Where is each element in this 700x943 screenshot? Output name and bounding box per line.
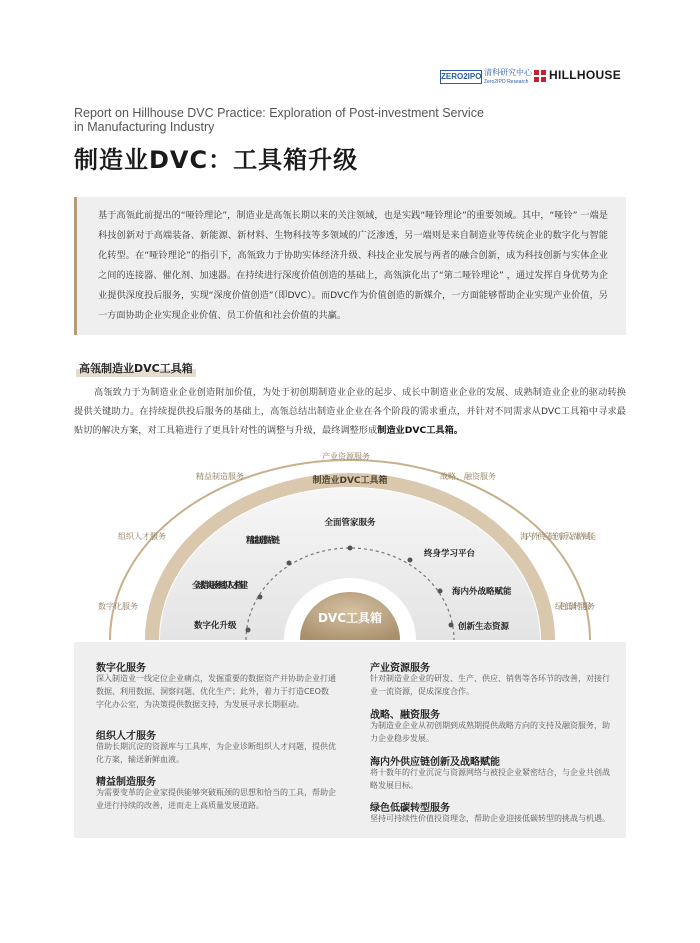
outer-label-digital: 数字化服务 <box>98 602 138 611</box>
dot-7 <box>449 623 454 628</box>
section-text: 高瓴致力于为制造业企业创造附加价值，为处于初创期制造业企业的起步、成长中制造业企业的发展、成熟制造业企业的驱动转换提供关键助力。在持续提供投后服务的基础上，高瓴总结出制造业企业在各个阶段的需求重点，并针对不同需求从DVC工具箱中寻求最贴切的解决方案，对工具箱进行了更具针对性的调整与升级，最终调整形成 <box>74 387 626 436</box>
outer-label-green: 绿色低碳转型服务 <box>555 602 595 611</box>
inner-label-headhunt: 全球猎头服务组织人才搭建 <box>192 581 248 591</box>
zero2ipo-logo-en: Zero2IPO Research <box>484 79 529 85</box>
inner-label-ecosystem: 创新生态资源 <box>458 622 510 632</box>
outer-label-industry: 产业资源服务 <box>322 452 370 461</box>
service-title-digital: 数字化服务 <box>96 663 146 674</box>
outer-label-strategy: 战略、融资服务 <box>440 472 496 481</box>
zero2ipo-logo: ZERO2IPO <box>440 70 482 84</box>
services-box <box>74 642 626 838</box>
dot-5 <box>438 589 443 594</box>
core-label: DVC工具箱 <box>317 611 383 625</box>
hillhouse-logo-mark-icon <box>534 70 546 82</box>
inner-label-butler: 全面管家服务 <box>324 518 376 528</box>
service-desc-lean: 为需要变革的企业家提供能够突破瓶颈的思想和恰当的工具，帮助企业进行持续的改善，进而走上高质量发展道路。 <box>96 788 336 810</box>
dot-4 <box>258 595 263 600</box>
service-title-green: 绿色低碳转型服务 <box>370 803 450 814</box>
english-title: Report on Hillhouse DVC Practice: Exploration of Post-investment Service in Manufacturing Industry <box>74 106 484 134</box>
inner-label-overseas: 海内外战略赋能 <box>452 587 512 597</box>
service-desc-strategy: 为制造业企业从初创期到成熟期提供战略方向的支持及融资服务，助力企业稳步发展。 <box>370 721 610 743</box>
service-desc-supply: 将十数年的行业沉淀与资源网络与被投企业紧密结合，与企业共创战略发展目标。 <box>370 768 610 790</box>
zero2ipo-logo-cn: 清科研究中心 <box>484 68 532 77</box>
section-paragraph <box>74 383 626 440</box>
inner-label-lean-supply: 精益制造供应链 <box>246 536 280 546</box>
service-desc-industry: 针对制造业企业的研发、生产、供应、销售等各环节的改善，对接行业一流资源，促成深度合作。 <box>370 674 610 696</box>
section-text-bold: 制造业DVC工具箱。 <box>377 425 463 436</box>
outer-label-supply: 海内外供应链创新及战略赋能 <box>520 532 596 541</box>
service-title-supply: 海内外供应链创新及战略赋能 <box>370 757 500 768</box>
dvc-toolbox-diagram <box>74 445 626 640</box>
intro-paragraph: 基于高瓴此前提出的“哑铃理论”，制造业是高瓴长期以来的关注领域，也是实践“哑铃理论”的重要领域。其中，“哑铃” 一端是科技创新对于高端装备、新能源、新材料、生物科技等多领域的广泛渗透，另一端则是来自制造业等传统企业的数字化与智能化转型。在“哑铃理论”的指引下，高瓴致力于协助实体经济升级、科技企业发展与两者的融合创新，成为科技创新与实体企业之间的连接器、催化剂、加速器。在持续进行深度价值创造的基础上，高瓴演化出了“第二哑铃理论” ，通过发挥自身优势为企业提供深度投后服务，实现“深度价值创造”（即DVC）。而DVC作为价值创造的新媒介，一方面能够帮助企业实现产业价值，另一方面协助企业实现企业价值、员工价值和社会价值的共赢。 <box>98 210 608 321</box>
dot-1 <box>348 546 353 551</box>
outer-label-talent: 组织人才服务 <box>118 532 166 541</box>
service-desc-green: 坚持可持续性价值投资理念，帮助企业迎接低碳转型的挑战与机遇。 <box>370 814 610 823</box>
dot-6 <box>246 628 251 633</box>
service-title-strategy: 战略、融资服务 <box>370 710 440 721</box>
service-desc-digital: 深入制造业一线定位企业痛点，发掘重要的数据资产并协助企业打通数据、利用数据、洞察问题、优化生产；此外，着力于打造CEO数字化办公室，为决策提供数据支持，为发展寻求长期驱动。 <box>96 674 336 709</box>
page-title: 制造业DVC：工具箱升级 <box>74 146 359 174</box>
dot-3 <box>408 558 413 563</box>
hillhouse-logo: HILLHOUSE <box>549 68 622 82</box>
dot-2 <box>287 561 292 566</box>
service-desc-talent: 借助长期沉淀的资源库与工具库，为企业诊断组织人才问题，提供优化方案，输送新鲜血液。 <box>96 742 336 764</box>
service-title-lean: 精益制造服务 <box>96 777 156 788</box>
inner-label-learning: 终身学习平台 <box>424 549 476 559</box>
service-title-industry: 产业资源服务 <box>370 663 430 674</box>
inner-label-digital-upgrade: 数字化升级 <box>194 621 237 631</box>
band-label: 制造业DVC工具箱 <box>312 476 388 486</box>
service-title-talent: 组织人才服务 <box>96 731 156 742</box>
outer-label-lean: 精益制造服务 <box>196 472 244 481</box>
section-title: 高瓴制造业DVC工具箱 <box>76 359 196 377</box>
